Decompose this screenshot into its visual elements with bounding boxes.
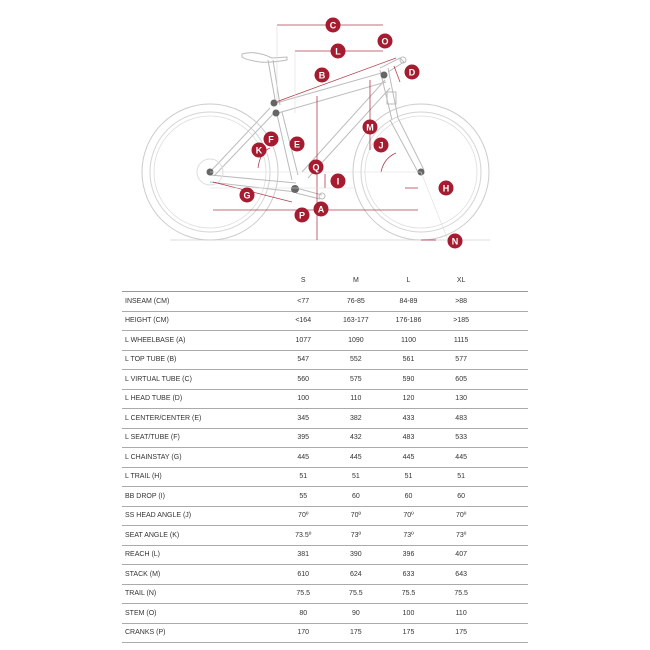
table-header-row	[122, 269, 528, 292]
badge-i	[331, 174, 346, 189]
cell-size-l: 396	[382, 545, 435, 565]
row-spacer	[487, 506, 528, 526]
cell-size-m: 175	[330, 623, 383, 643]
row-label: L TOP TUBE (B)	[122, 350, 277, 370]
row-label: L HEAD TUBE (D)	[122, 389, 277, 409]
bike-geometry-diagram	[0, 0, 650, 260]
cell-size-xl: 577	[435, 350, 488, 370]
row-label: BB DROP (I)	[122, 487, 277, 507]
row-label: L SEAT/TUBE (F)	[122, 428, 277, 448]
header-spacer	[487, 269, 528, 292]
cell-size-xl: 110	[435, 604, 488, 624]
cell-size-m: 432	[330, 428, 383, 448]
row-spacer	[487, 370, 528, 390]
cell-size-s: 547	[277, 350, 330, 370]
cell-size-s: 100	[277, 389, 330, 409]
table-row	[122, 584, 528, 604]
table-row	[122, 487, 528, 507]
cell-size-xl: >88	[435, 292, 488, 312]
table-row	[122, 604, 528, 624]
cell-size-m: 110	[330, 389, 383, 409]
table-row	[122, 350, 528, 370]
table-row	[122, 545, 528, 565]
row-label: STEM (O)	[122, 604, 277, 624]
cell-size-s: 170	[277, 623, 330, 643]
badge-l	[331, 44, 346, 59]
table-row	[122, 448, 528, 468]
row-spacer	[487, 526, 528, 546]
row-spacer	[487, 448, 528, 468]
cell-size-xl: 605	[435, 370, 488, 390]
svg-text:F: F	[268, 134, 274, 145]
cell-size-m: 163-177	[330, 311, 383, 331]
cell-size-s: 73.5º	[277, 526, 330, 546]
cell-size-s: 1077	[277, 331, 330, 351]
badge-b	[315, 68, 330, 83]
cell-size-xl: 73º	[435, 526, 488, 546]
cell-size-xl: 60	[435, 487, 488, 507]
header-size-xl: XL	[435, 269, 488, 292]
svg-text:I: I	[336, 176, 340, 187]
cell-size-xl: 533	[435, 428, 488, 448]
svg-text:O: O	[381, 36, 389, 47]
cell-size-s: 345	[277, 409, 330, 429]
cell-size-l: 1100	[382, 331, 435, 351]
cell-size-s: <77	[277, 292, 330, 312]
cell-size-s: 80	[277, 604, 330, 624]
row-label: SS HEAD ANGLE (J)	[122, 506, 277, 526]
cell-size-l: 175	[382, 623, 435, 643]
table-row	[122, 623, 528, 643]
table-row	[122, 428, 528, 448]
cell-size-m: 382	[330, 409, 383, 429]
badge-h	[439, 181, 454, 196]
badge-d	[405, 65, 420, 80]
row-spacer	[487, 467, 528, 487]
row-spacer	[487, 584, 528, 604]
cell-size-m: 445	[330, 448, 383, 468]
cell-size-l: 561	[382, 350, 435, 370]
cell-size-m: 75.5	[330, 584, 383, 604]
row-label: TRAIL (N)	[122, 584, 277, 604]
row-spacer	[487, 545, 528, 565]
table-row	[122, 526, 528, 546]
row-spacer	[487, 350, 528, 370]
header-size-l: L	[382, 269, 435, 292]
cell-size-s: 610	[277, 565, 330, 585]
svg-text:M: M	[366, 122, 374, 133]
table-row	[122, 409, 528, 429]
svg-text:E: E	[293, 139, 301, 150]
table-row	[122, 370, 528, 390]
svg-text:G: G	[243, 190, 251, 201]
row-spacer	[487, 487, 528, 507]
cell-size-m: 575	[330, 370, 383, 390]
row-label: L TRAIL (H)	[122, 467, 277, 487]
row-label: L CHAINSTAY (G)	[122, 448, 277, 468]
svg-text:Q: Q	[312, 162, 320, 173]
row-spacer	[487, 331, 528, 351]
cell-size-m: 60	[330, 487, 383, 507]
row-spacer	[487, 389, 528, 409]
svg-text:B: B	[318, 70, 326, 81]
table-row	[122, 389, 528, 409]
cell-size-l: 483	[382, 428, 435, 448]
cell-size-l: 84-89	[382, 292, 435, 312]
cell-size-m: 51	[330, 467, 383, 487]
svg-text:N: N	[451, 236, 459, 247]
cell-size-m: 76-85	[330, 292, 383, 312]
cell-size-l: 51	[382, 467, 435, 487]
row-spacer	[487, 565, 528, 585]
svg-text:A: A	[317, 204, 325, 215]
cell-size-m: 90	[330, 604, 383, 624]
cell-size-s: 75.5	[277, 584, 330, 604]
badge-p	[295, 208, 310, 223]
cell-size-m: 552	[330, 350, 383, 370]
row-label: L VIRTUAL TUBE (C)	[122, 370, 277, 390]
svg-text:D: D	[408, 67, 416, 78]
cell-size-m: 73º	[330, 526, 383, 546]
row-spacer	[487, 311, 528, 331]
row-spacer	[487, 604, 528, 624]
svg-text:J: J	[378, 140, 384, 151]
row-label: L WHEELBASE (A)	[122, 331, 277, 351]
cell-size-l: 590	[382, 370, 435, 390]
row-label: HEIGHT (CM)	[122, 311, 277, 331]
cell-size-l: 433	[382, 409, 435, 429]
cell-size-xl: 75.5	[435, 584, 488, 604]
cell-size-m: 70º	[330, 506, 383, 526]
row-label: STACK (M)	[122, 565, 277, 585]
table-row	[122, 331, 528, 351]
cell-size-s: 445	[277, 448, 330, 468]
cell-size-s: 560	[277, 370, 330, 390]
cell-size-xl: 407	[435, 545, 488, 565]
cell-size-s: 51	[277, 467, 330, 487]
header-label-col	[122, 269, 277, 292]
table-row	[122, 467, 528, 487]
row-spacer	[487, 409, 528, 429]
cell-size-s: 381	[277, 545, 330, 565]
badge-c	[326, 18, 341, 33]
cell-size-xl: 130	[435, 389, 488, 409]
svg-text:C: C	[329, 20, 337, 31]
cell-size-xl: 175	[435, 623, 488, 643]
row-label: SEAT ANGLE (K)	[122, 526, 277, 546]
badge-f	[264, 132, 279, 147]
row-label: REACH (L)	[122, 545, 277, 565]
cell-size-l: 100	[382, 604, 435, 624]
cell-size-xl: 70º	[435, 506, 488, 526]
cell-size-s: 395	[277, 428, 330, 448]
cell-size-l: 176-186	[382, 311, 435, 331]
cell-size-xl: 51	[435, 467, 488, 487]
cell-size-s: <164	[277, 311, 330, 331]
cell-size-m: 390	[330, 545, 383, 565]
badge-m	[363, 120, 378, 135]
cell-size-l: 75.5	[382, 584, 435, 604]
cell-size-m: 1090	[330, 331, 383, 351]
geometry-table	[122, 269, 528, 643]
cell-size-l: 445	[382, 448, 435, 468]
table-row	[122, 565, 528, 585]
table-body	[122, 292, 528, 643]
row-label: INSEAM (CM)	[122, 292, 277, 312]
table-row	[122, 311, 528, 331]
bike-illustration	[0, 0, 650, 260]
badge-g	[240, 188, 255, 203]
table-row	[122, 506, 528, 526]
row-spacer	[487, 292, 528, 312]
row-label: L CENTER/CENTER (E)	[122, 409, 277, 429]
badge-k	[252, 143, 267, 158]
svg-text:K: K	[255, 145, 263, 156]
row-label: CRANKS (P)	[122, 623, 277, 643]
cell-size-l: 633	[382, 565, 435, 585]
cell-size-xl: 445	[435, 448, 488, 468]
badge-e	[290, 137, 305, 152]
dimension-badges	[240, 18, 463, 249]
svg-text:L: L	[335, 46, 341, 57]
cell-size-xl: 483	[435, 409, 488, 429]
cell-size-xl: >185	[435, 311, 488, 331]
svg-text:P: P	[298, 210, 306, 221]
cell-size-xl: 643	[435, 565, 488, 585]
cell-size-xl: 1115	[435, 331, 488, 351]
badge-j	[374, 138, 389, 153]
cell-size-l: 73º	[382, 526, 435, 546]
cell-size-l: 60	[382, 487, 435, 507]
svg-text:H: H	[442, 183, 450, 194]
row-spacer	[487, 428, 528, 448]
header-size-s: S	[277, 269, 330, 292]
badge-o	[378, 34, 393, 49]
cell-size-m: 624	[330, 565, 383, 585]
cell-size-s: 70º	[277, 506, 330, 526]
badge-a	[314, 202, 329, 217]
badge-q	[309, 160, 324, 175]
badge-n	[448, 234, 463, 249]
row-spacer	[487, 623, 528, 643]
cell-size-l: 70º	[382, 506, 435, 526]
header-size-m: M	[330, 269, 383, 292]
cell-size-l: 120	[382, 389, 435, 409]
table-row	[122, 292, 528, 312]
cell-size-s: 55	[277, 487, 330, 507]
